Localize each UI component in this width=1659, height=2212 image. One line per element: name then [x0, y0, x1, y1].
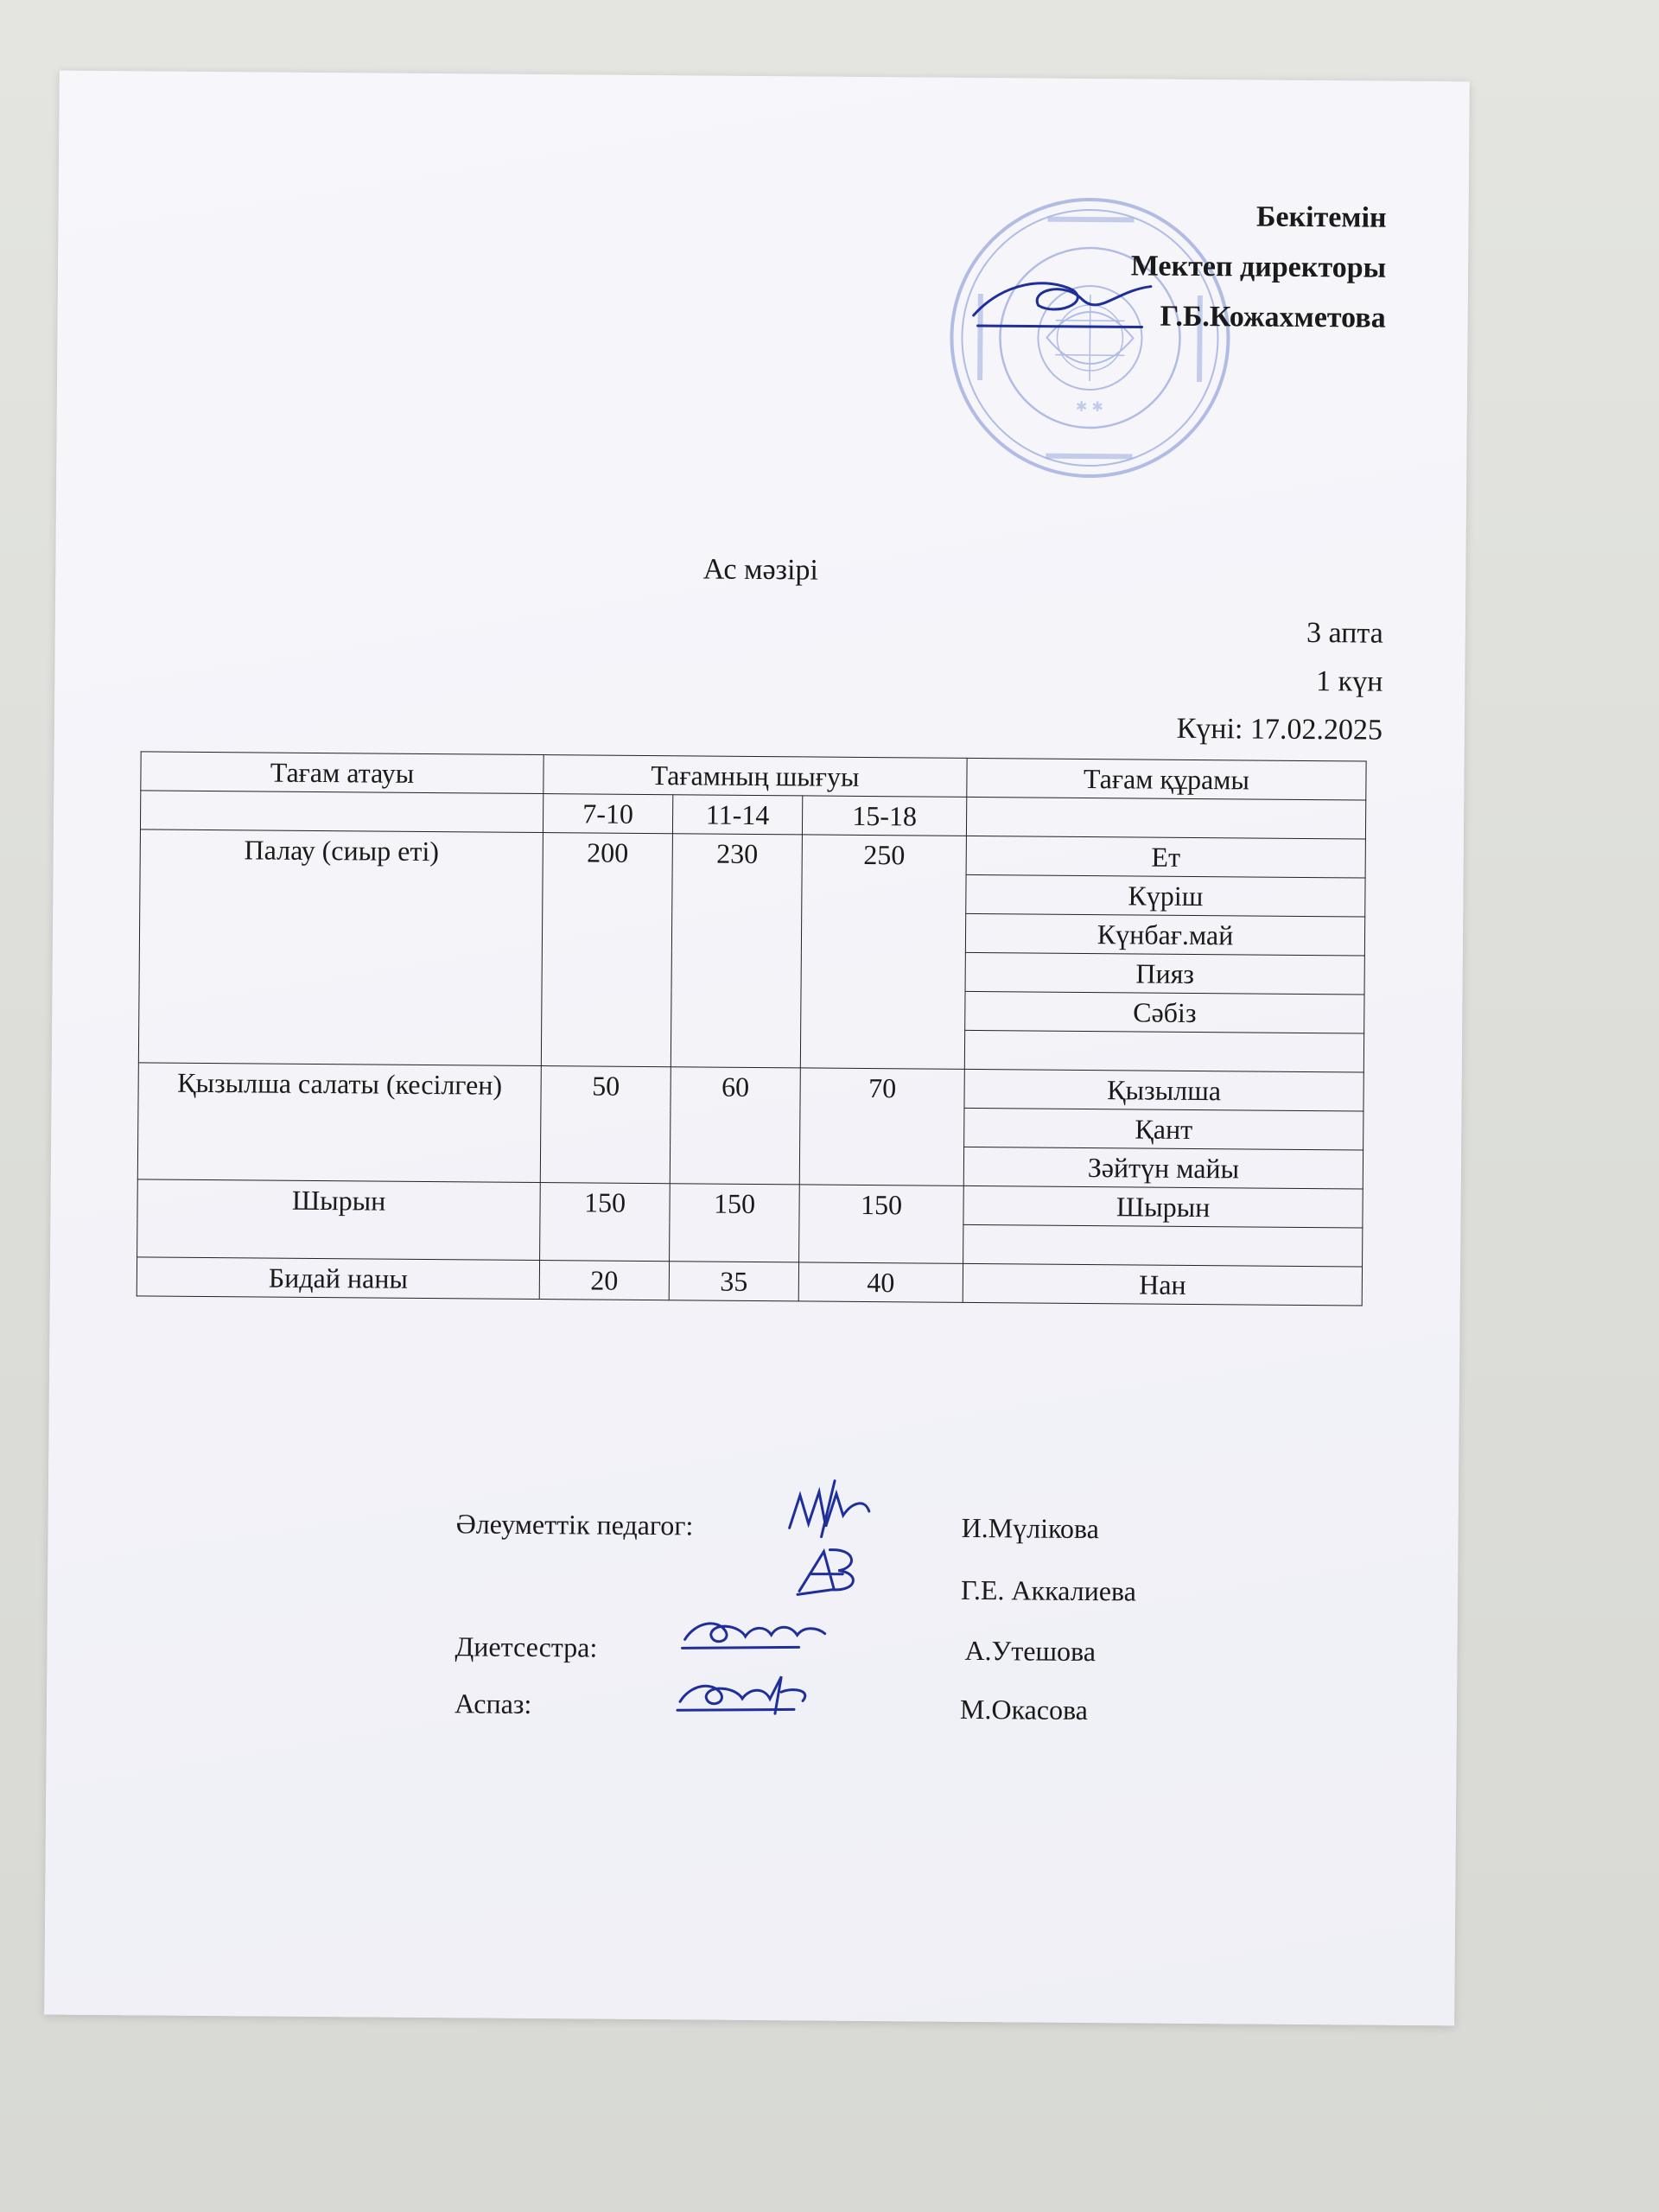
table-cell [140, 791, 543, 833]
ingredient-cell: Пияз [965, 952, 1364, 995]
cook-label: Аспаз: [454, 1688, 532, 1719]
output-cell: 150 [799, 1185, 964, 1263]
social-pedagogue-name-2: Г.Е. Аккалиева [960, 1573, 1137, 1607]
date-label: Күні: 17.02.2025 [1176, 712, 1383, 747]
output-cell: 60 [670, 1067, 800, 1185]
menu-meta [1176, 608, 1383, 755]
age-group-cell: 15-18 [802, 796, 966, 836]
ingredient-cell: Қант [964, 1108, 1363, 1150]
output-cell: 200 [541, 833, 672, 1067]
header-output: Тағамның шығуы [543, 755, 967, 798]
social-pedagogue-label: Әлеуметтік педагог: [455, 1508, 694, 1541]
ingredient-cell: Күнбағ.май [965, 913, 1364, 956]
menu-sheet [44, 71, 1470, 2026]
output-cell: 20 [539, 1261, 669, 1300]
svg-text:✱ ✱: ✱ ✱ [1075, 397, 1103, 416]
output-cell: 70 [799, 1068, 964, 1185]
social-pedagogue-name-1: И.Мүлікова [961, 1511, 1100, 1545]
ingredient-cell: Күріш [966, 874, 1365, 917]
output-cell: 230 [671, 834, 802, 1068]
output-cell: 150 [670, 1184, 800, 1262]
day-label: 1 күн [1315, 665, 1383, 698]
menu-table [137, 751, 1367, 1306]
dish-name-cell: Шырын [137, 1179, 541, 1261]
nurse-signature [677, 1605, 833, 1657]
ingredient-cell: Зәйтүн майы [963, 1147, 1363, 1189]
header-composition: Тағам құрамы [967, 758, 1366, 800]
age-group-cell: 7-10 [543, 794, 672, 834]
document-title: Ас мәзірі [702, 553, 819, 587]
ingredient-cell: Шырын [963, 1185, 1363, 1228]
ingredient-cell: Қызылша [964, 1069, 1363, 1111]
ingredient-cell: Нан [963, 1263, 1362, 1306]
approval-position: Мектеп директоры [1130, 250, 1387, 284]
cook-name: М.Окасова [959, 1693, 1089, 1726]
output-cell: 35 [669, 1262, 798, 1301]
dish-name-cell: Палау (сиыр еті) [138, 830, 543, 1066]
approval-director-name: Г.Б.Кожахметова [1160, 300, 1386, 334]
age-group-cell: 11-14 [672, 795, 802, 835]
social-pedagogue-signature-2 [791, 1541, 878, 1602]
dish-name-cell: Бидай наны [137, 1257, 539, 1300]
dish-name-cell: Қызылша салаты (кесілген) [137, 1063, 541, 1183]
week-label: 3 апта [1306, 616, 1383, 650]
output-cell: 50 [540, 1066, 671, 1184]
cook-signature [673, 1665, 834, 1722]
approval-heading: Бекітемін [1255, 200, 1387, 234]
ingredient-cell: Сәбіз [965, 991, 1364, 1033]
output-cell: 150 [540, 1183, 671, 1262]
table-cell [966, 797, 1365, 839]
ingredient-cell [964, 1030, 1363, 1072]
social-pedagogue-signature-1 [782, 1476, 878, 1546]
nurse-label: Диетсестра: [454, 1630, 598, 1663]
approval-block [1130, 191, 1387, 343]
output-cell: 40 [798, 1262, 963, 1302]
ingredient-cell [963, 1224, 1363, 1267]
header-dish-name: Тағам атауы [141, 752, 543, 794]
ingredient-cell: Ет [966, 836, 1365, 878]
nurse-name: А.Утешова [964, 1634, 1096, 1668]
output-cell: 250 [800, 835, 966, 1069]
